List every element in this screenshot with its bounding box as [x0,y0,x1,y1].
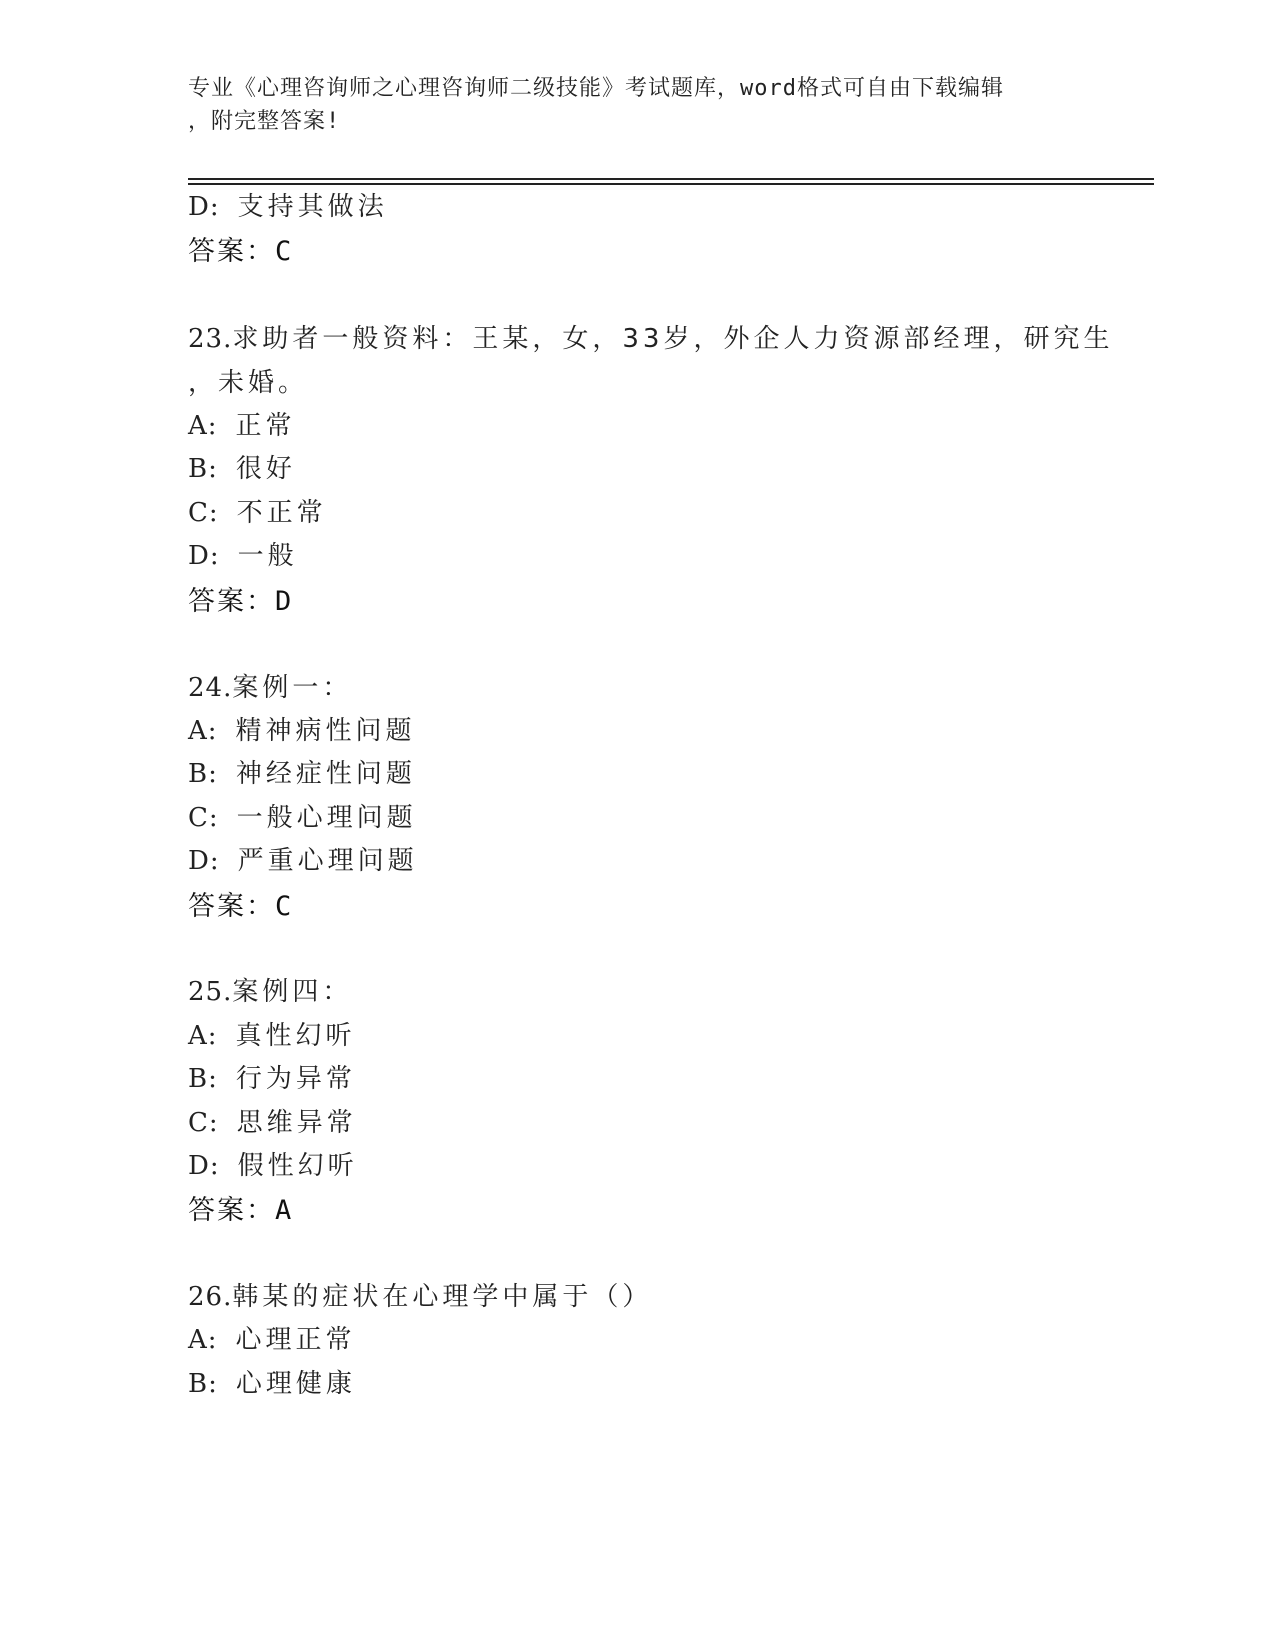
question-number: 25. [188,977,233,1007]
q23-option-d [188,535,298,572]
q24-answer [188,884,291,923]
option-text: 神经症性问题 [235,759,416,789]
header-divider-top [188,178,1154,180]
option-label: A: [188,716,218,746]
question-26 [188,1276,652,1313]
option-text: 不正常 [236,498,327,528]
answer-label: 答案： [188,891,275,922]
header-line-1: 专业《心理咨询师之心理咨询师二级技能》考试题库，word格式可自由下载编辑 [188,76,1004,101]
answer-label: 答案： [188,586,275,617]
option-label: D: [188,541,220,571]
question-text: 韩某的症状在心理学中属于（） [232,1282,653,1312]
header-divider-bottom [188,183,1154,185]
question-24 [188,667,352,704]
question-text: 案例一： [232,673,353,703]
option-text: 正常 [235,411,296,441]
option-text: 行为异常 [235,1064,356,1094]
answer-label: 答案： [188,1195,275,1226]
option-text: 思维异常 [236,1108,357,1138]
answer-value: A [275,1195,292,1226]
q24-option-b [188,753,416,790]
question-text: 求助者一般资料：王某，女，33岁，外企人力资源部经理，研究生 [232,324,1114,354]
option-label: C: [188,1108,219,1138]
q26-option-a [188,1319,356,1356]
option-label: C: [188,803,219,833]
question-number: 23. [188,324,233,354]
q23-option-c [188,492,327,529]
question-25 [188,971,352,1008]
q23-option-b [188,448,296,485]
option-text: 很好 [235,454,296,484]
q24-option-a [188,710,416,747]
q23-option-a [188,405,296,442]
q25-option-c [188,1102,357,1139]
question-text: 案例四： [232,977,353,1007]
q25-option-d [188,1145,358,1182]
q24-option-d [188,840,418,877]
option-label: B: [188,759,218,789]
question-23 [188,318,1113,355]
q26-option-b [188,1363,356,1400]
option-label: B: [188,1369,218,1399]
q23-answer [188,579,291,618]
option-label: A: [188,411,218,441]
option-text: 一般心理问题 [236,803,417,833]
option-label: B: [188,454,218,484]
option-label: A: [188,1021,218,1051]
prev-answer [188,229,291,268]
option-text: 心理健康 [235,1369,356,1399]
answer-value: C [275,891,292,922]
question-number: 26. [188,1282,233,1312]
option-text: 假性幻听 [237,1151,358,1181]
q25-answer [188,1188,291,1227]
answer-label: 答案： [188,236,275,267]
option-text: 心理正常 [235,1325,356,1355]
prev-option-d [188,186,388,223]
q25-option-a [188,1015,356,1052]
question-number: 24. [188,673,233,703]
option-label: D: [188,1151,220,1181]
q25-option-b [188,1058,356,1095]
header-line-2: ，附完整答案! [188,109,341,134]
option-label: B: [188,1064,218,1094]
option-label: A: [188,1325,218,1355]
option-text: 一般 [237,541,298,571]
option-text: 严重心理问题 [237,846,418,876]
document-header [188,72,1088,138]
option-label: D: [188,192,220,222]
option-text: 支持其做法 [237,192,388,222]
option-text: 精神病性问题 [235,716,416,746]
question-text-cont: ，未婚。 [188,368,309,398]
q24-option-c [188,797,417,834]
answer-value: D [275,586,292,617]
answer-value: C [275,236,292,267]
option-label: D: [188,846,220,876]
option-label: C: [188,498,219,528]
option-text: 真性幻听 [235,1021,356,1051]
question-23-continuation [188,362,308,399]
